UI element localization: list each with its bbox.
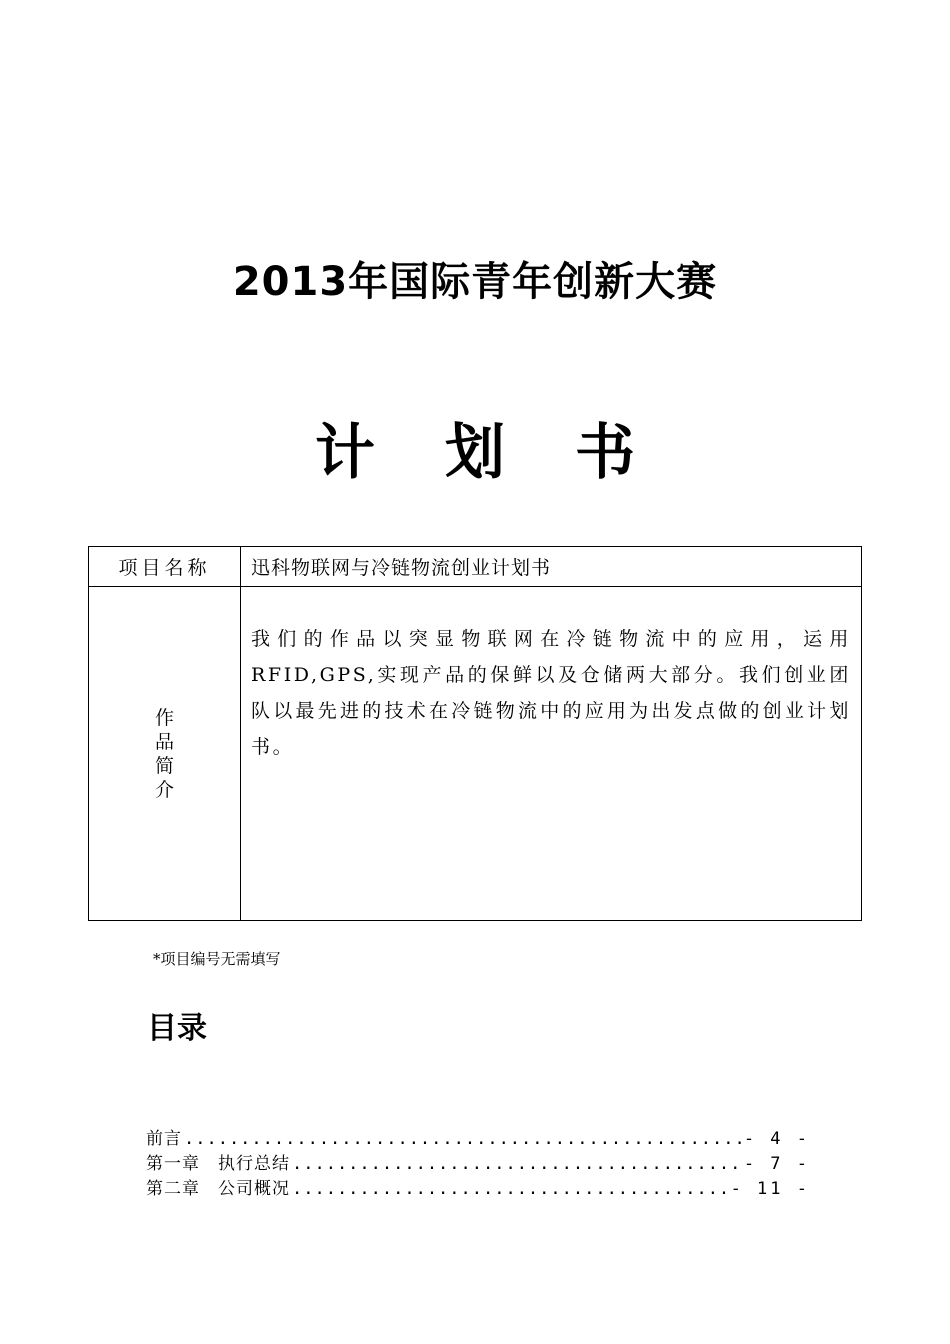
intro-text: 我们的作品以突显物联网在冷链物流中的应用，运用RFID,GPS,实现产品的保鲜以及仓储两大部分。我们创业团队以最先进的技术在冷链物流中的应用为出发点做的创业计划书。 xyxy=(251,628,851,758)
intro-value-cell xyxy=(241,587,862,921)
toc-entry-title: 第一章 执行总结 xyxy=(146,1154,290,1174)
intro-label: 作品简介 xyxy=(154,706,174,801)
toc-entry-title: 前言 xyxy=(146,1129,182,1149)
toc-heading: 目录 xyxy=(147,1011,207,1046)
project-name-value: 迅科物联网与冷链物流创业计划书 xyxy=(241,547,862,587)
table-row xyxy=(89,547,862,587)
toc-entry-page: - 7 - xyxy=(743,1154,810,1174)
intro-label-cell xyxy=(89,587,241,921)
toc-leader-dots xyxy=(184,1127,742,1152)
table-row xyxy=(89,587,862,921)
toc-leader-dots xyxy=(292,1177,729,1202)
table-of-contents xyxy=(146,1127,810,1202)
toc-entry-chapter-1[interactable] xyxy=(146,1152,810,1177)
toc-entry-page: - 4 - xyxy=(743,1129,810,1149)
toc-leader-dots xyxy=(292,1152,742,1177)
project-info-table xyxy=(88,546,862,921)
document-title: 2013年国际青年创新大赛 xyxy=(232,259,718,305)
footnote: *项目编号无需填写 xyxy=(153,950,281,968)
toc-entry-page: - 11 - xyxy=(730,1179,810,1199)
project-name-label: 项目名称 xyxy=(89,547,241,587)
toc-entry-preface[interactable] xyxy=(146,1127,810,1152)
toc-entry-title: 第二章 公司概况 xyxy=(146,1179,290,1199)
document-subtitle: 计划书 xyxy=(315,418,705,488)
toc-entry-chapter-2[interactable] xyxy=(146,1177,810,1202)
